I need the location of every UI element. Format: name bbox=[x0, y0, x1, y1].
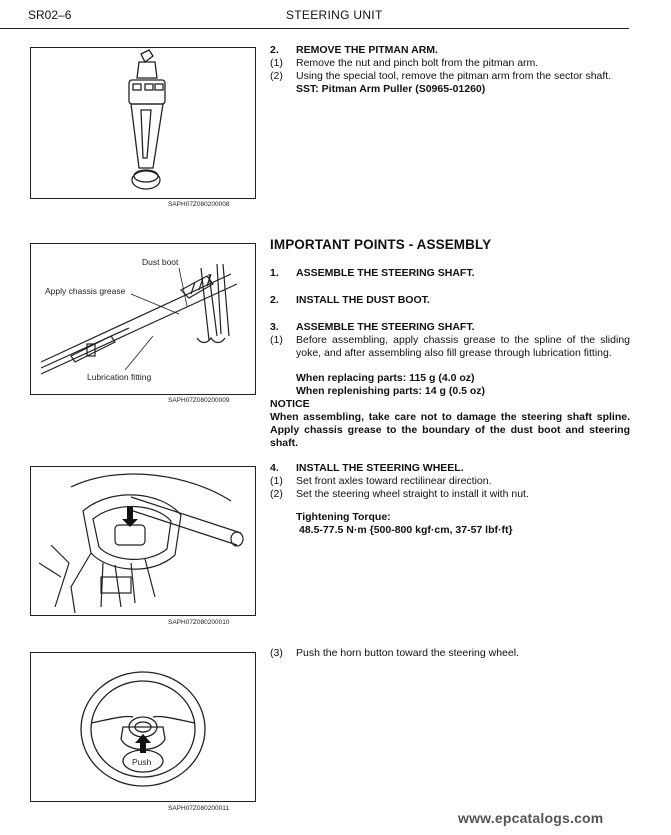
step-2: 2. REMOVE THE PITMAN ARM. bbox=[270, 44, 438, 56]
list-item: (1) Remove the nut and pinch bolt from the pitman arm. bbox=[270, 57, 539, 69]
figure-caption: SAPH07Z080200011 bbox=[168, 805, 229, 812]
label-push: Push bbox=[132, 757, 152, 767]
list-item: (2) Using the special tool, remove the pitman arm from the sector shaft. bbox=[270, 70, 612, 82]
list-item: (1) Set front axles toward rectilinear direction. bbox=[270, 475, 492, 487]
steering-shaft-illustration bbox=[31, 244, 255, 394]
list-item: (2) Set the steering wheel straight to install it with nut. bbox=[270, 488, 529, 500]
step-4: 4. INSTALL THE STEERING WHEEL. bbox=[270, 462, 464, 474]
label-dust-boot: Dust boot bbox=[142, 257, 179, 267]
grease-replacing: When replacing parts: 115 g (4.0 oz) bbox=[296, 372, 475, 384]
sst-note: SST: Pitman Arm Puller (S0965-01260) bbox=[296, 83, 486, 95]
list-item: (1) Before assembling, apply chassis grease to the spline of the sliding yoke, and after assembling also fill grease through lubrication fitting. bbox=[270, 334, 630, 359]
notice-label: NOTICE bbox=[270, 398, 310, 410]
figure-caption: SAPH07Z080200010 bbox=[168, 619, 230, 626]
step-3: 3. ASSEMBLE THE STEERING SHAFT. bbox=[270, 321, 475, 333]
pitman-arm-illustration bbox=[31, 48, 255, 198]
section-remove-pitman-arm bbox=[270, 44, 630, 96]
steering-wheel-illustration bbox=[31, 653, 255, 801]
section-install-steering-wheel bbox=[270, 462, 630, 537]
section-horn-button bbox=[270, 647, 630, 660]
steering-column-illustration bbox=[31, 467, 255, 615]
section-heading: IMPORTANT POINTS - ASSEMBLY bbox=[270, 237, 492, 252]
step-2: 2. INSTALL THE DUST BOOT. bbox=[270, 294, 430, 306]
page-header bbox=[0, 0, 629, 29]
grease-replenishing: When replenishing parts: 14 g (0.5 oz) bbox=[296, 385, 486, 397]
figure-dust-boot bbox=[30, 243, 256, 395]
watermark: www.epcatalogs.com bbox=[458, 810, 604, 826]
label-lubrication-fitting: Lubrication fitting bbox=[87, 372, 152, 382]
figure-steering-wheel-install bbox=[30, 466, 256, 616]
torque-label: Tightening Torque: bbox=[296, 511, 391, 523]
page-title: STEERING UNIT bbox=[286, 8, 383, 22]
notice-text: When assembling, take care not to damage the steering shaft spline. Apply chassis grease to the boundary of the dust boot and steering shaft. bbox=[270, 411, 630, 449]
figure-caption: SAPH07Z080200008 bbox=[168, 201, 230, 208]
label-apply-chassis-grease: Apply chassis grease bbox=[45, 286, 126, 296]
figure-pitman-arm bbox=[30, 47, 256, 199]
list-item: (3) Push the horn button toward the steering wheel. bbox=[270, 647, 519, 659]
step-1: 1. ASSEMBLE THE STEERING SHAFT. bbox=[270, 267, 475, 279]
section-assembly bbox=[270, 267, 630, 450]
page-code: SR02–6 bbox=[28, 8, 72, 22]
figure-caption: SAPH07Z080200009 bbox=[168, 397, 230, 404]
torque-value: 48.5-77.5 N·m {500-800 kgf·cm, 37-57 lbf·ft} bbox=[299, 524, 513, 536]
figure-horn-button bbox=[30, 652, 256, 802]
